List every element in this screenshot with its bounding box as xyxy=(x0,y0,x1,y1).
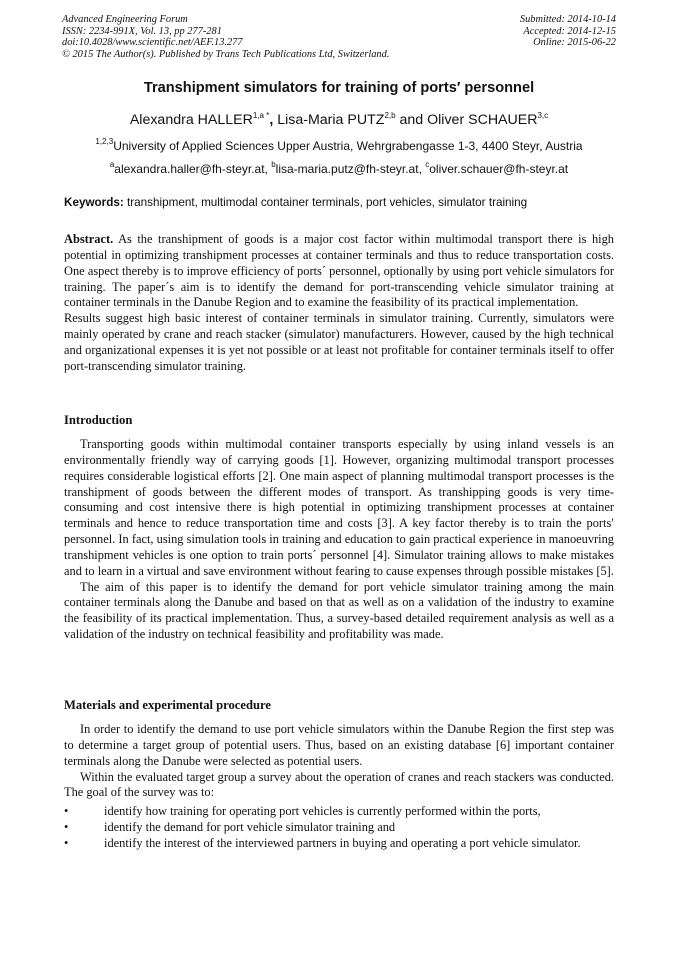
bullet-mark: • xyxy=(64,804,69,818)
submitted-date: Submitted: 2014-10-14 xyxy=(519,14,616,25)
list-item xyxy=(64,836,614,852)
introduction-section xyxy=(64,437,614,643)
author-3-name: and Oliver SCHAUER xyxy=(395,112,538,128)
bullet-mark: • xyxy=(64,835,69,850)
affiliation-text: University of Applied Sciences Upper Austria, Wehrgrabengasse 1-3, 4400 Steyr, Austria xyxy=(113,139,583,153)
journal-doi: doi:10.4028/www.scientific.net/AEF.13.277 xyxy=(62,37,243,49)
introduction-heading: Introduction xyxy=(64,413,133,427)
journal-copyright: © 2015 The Author(s). Published by Trans Tech Publications Ltd, Switzerland. xyxy=(62,48,390,60)
materials-heading: Materials and experimental procedure xyxy=(64,698,271,712)
abstract-section xyxy=(64,232,614,375)
author-1-sup: 1,a * xyxy=(252,111,270,120)
submission-dates xyxy=(520,14,616,49)
author-2-name: Lisa-Maria PUTZ xyxy=(273,112,385,128)
author-3-sup: 3,c xyxy=(537,111,549,120)
email-a-sup: a xyxy=(109,160,115,169)
accepted-date: Accepted: 2014-12-15 xyxy=(523,25,616,37)
email-c: oliver.schauer@fh-steyr.at xyxy=(429,162,569,176)
email-c-sup: c xyxy=(425,160,430,169)
author-list xyxy=(0,112,678,128)
journal-name: Advanced Engineering Forum xyxy=(62,14,188,25)
journal-info xyxy=(62,14,389,60)
introduction-paragraph-2: The aim of this paper is to identify the demand for port vehicle simulator training among the main container terminals along the Danube and based on that as well as on a validation of the industry to examine the feasibility of its practical implementation. Thus, a survey-based detailed requirement analysis as well as a validation of the industry on technical feasibility and profitability was made. xyxy=(64,579,614,642)
author-separator: , xyxy=(269,112,274,128)
affiliation xyxy=(0,139,678,153)
bullet-text-3: identify the interest of the interviewed partners in buying and operating a port vehicle simulator. xyxy=(104,835,581,850)
email-a: alexandra.haller@fh-steyr.at, xyxy=(114,162,272,176)
journal-issn: ISSN: 2234-991X, Vol. 13, pp 277-281 xyxy=(62,25,222,37)
keywords-label: Keywords: xyxy=(64,196,124,209)
author-1-name: Alexandra HALLER xyxy=(129,112,253,128)
online-date: Online: 2015-06-22 xyxy=(533,37,616,49)
keywords xyxy=(64,196,618,209)
email-b-sup: b xyxy=(271,160,276,169)
survey-goals-list xyxy=(64,804,614,852)
list-item xyxy=(64,820,614,836)
paper-title: Transhipment simulators for training of ports′ personnel xyxy=(143,80,535,96)
materials-section xyxy=(64,722,614,801)
bullet-mark: • xyxy=(64,819,69,834)
abstract-paragraph-2: Results suggest high basic interest of container terminals in simulator training. Currently, simulators were mainly operated by crane and reach stacker (simulator) manufacturers. However, caused by the high technical and organizational expenses it is yet not possible or at least not profitable for container terminals itself to offer port-transcending simulator training. xyxy=(64,311,614,373)
introduction-paragraph-1: Transporting goods within multimodal container transports especially by using inland vessels is an environmentally friendly way of carrying goods [1]. However, organizing multimodal transport processes requires considerable logistical efforts [2]. One main aspect of planning multimodal transport processes is the transhipment of goods between the different modes of transport. As transhipping goods is very time-consuming and cost intensive there is high potential in optimizing transhipment processes at container terminals and hence to reduce transportation time and costs [3]. A key factor thereby is to train the ports′ personnel. In fact, using simulation tools in training and education to gain practical experience in manoeuvring transhipment vehicles is one option to train ports´ personnel [4]. Simulator training allows to make mistakes and to learn in a virtual and save environment without fearing to cause expenses through possible mistakes [5]. xyxy=(64,437,614,578)
abstract-paragraph-1 xyxy=(64,232,614,311)
list-item xyxy=(64,804,614,820)
affiliation-sup: 1,2,3 xyxy=(95,137,114,146)
author-2-sup: 2,b xyxy=(384,111,396,120)
materials-paragraph-2: Within the evaluated target group a survey about the operation of cranes and reach stackers was conducted. The goal of the survey was to: xyxy=(64,769,614,800)
bullet-text-1: identify how training for operating port vehicles is currently performed within the ports, xyxy=(104,804,541,818)
keywords-text: transhipment, multimodal container terminals, port vehicles, simulator training xyxy=(123,196,528,209)
bullet-text-2: identify the demand for port vehicle simulator training and xyxy=(104,819,396,834)
materials-paragraph-1: In order to identify the demand to use port vehicle simulators within the Danube Region the first step was to determine a target group of potential users. Thus, based on an existing database [6] important container terminals along the Danube were selected as potential users. xyxy=(64,722,614,768)
author-emails xyxy=(0,162,678,176)
email-b: lisa-maria.putz@fh-steyr.at, xyxy=(275,162,426,176)
abstract-label: Abstract. xyxy=(64,232,114,246)
abstract-text-1: As the transhipment of goods is a major cost factor within multimodal transport there is high potential in optimizing transhipment processes at container terminals and thus to reduce transportation costs. One aspect thereby is to improve efficiency of ports´ personnel, optionally by using port vehicle simulators for training. The paper´s aim is to identify the demand for port-transcending vehicle simulator training at container terminals in the Danube Region and to examine the feasibility of its practical implementation. xyxy=(64,232,614,310)
